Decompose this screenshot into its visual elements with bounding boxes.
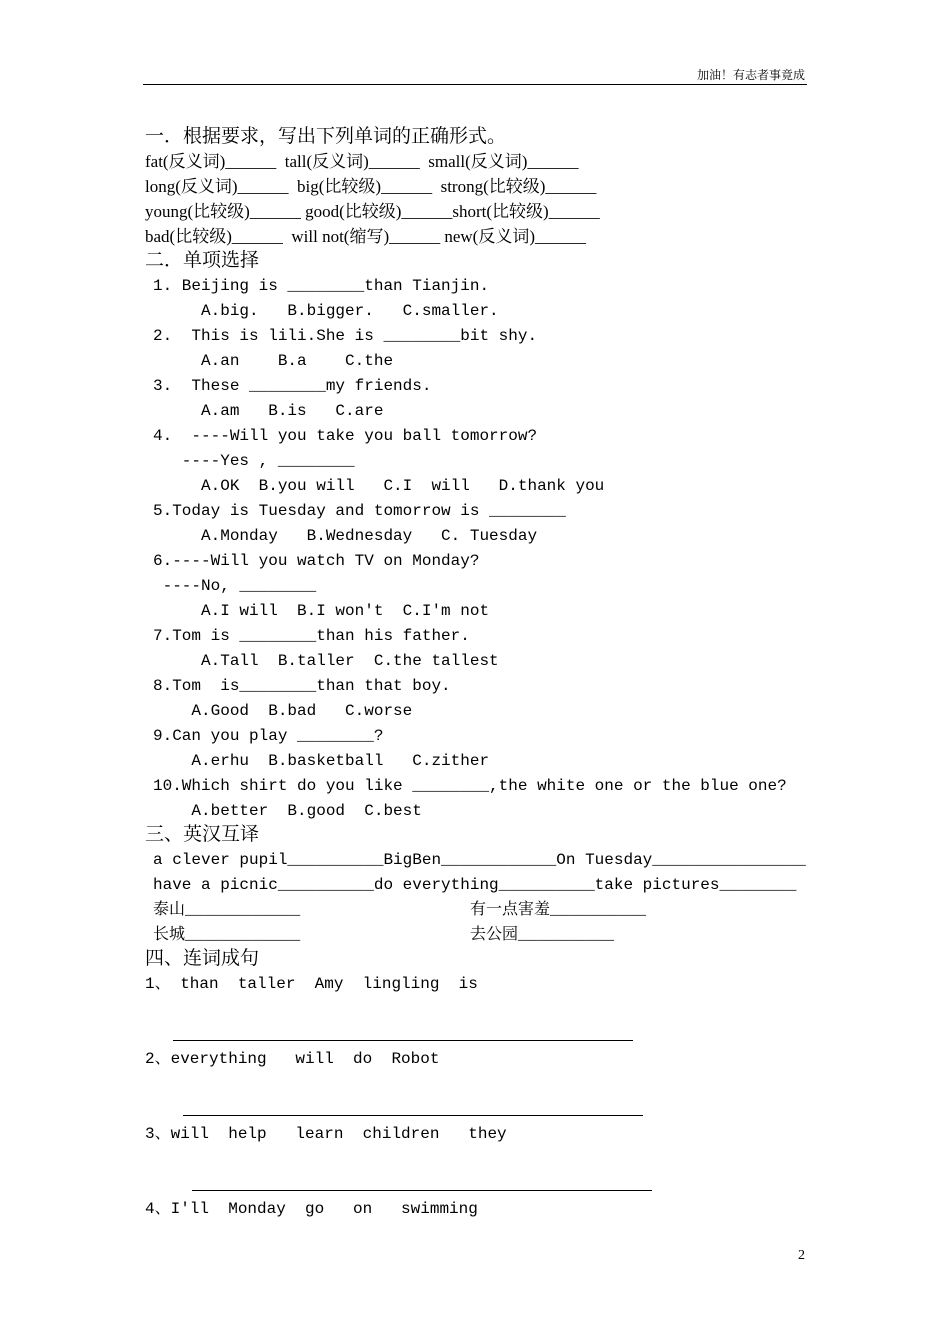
sentence-words: 3、will help learn children they [145,1125,507,1143]
translation-line: have a picnic__________do everything__________take pictures________ [153,876,797,894]
question-line: 4. ----Will you take you ball tomorrow? [153,427,538,445]
question-line: ----No, ________ [153,577,317,595]
question-line: 9.Can you play ________? [153,727,384,745]
section3-title: 三、英汉互译 [145,823,260,845]
question-line: 2. This is lili.She is ________bit shy. [153,327,538,345]
translation-line: a clever pupil__________BigBen____________On Tuesday________________ [153,851,806,869]
section1-title: 一．根据要求，写出下列单词的正确形式。 [145,125,507,147]
section1-line: long(反义词)______ big(比较级)______ strong(比较级)______ [145,177,597,196]
options-line: A.erhu B.basketball C.zither [153,752,490,770]
question-line: 6.----Will you watch TV on Monday? [153,552,480,570]
answer-line [173,1040,633,1041]
options-line: A.Good B.bad C.worse [153,702,413,720]
answer-line [183,1115,643,1116]
page-number: 2 [798,1248,805,1263]
sentence-words: 4、I′ll Monday go on swimming [145,1200,478,1218]
options-line: A.Tall B.taller C.the tallest [153,652,499,670]
translation-item-left: 长城____________ [153,926,301,944]
question-line: 5.Today is Tuesday and tomorrow is ________ [153,502,566,520]
section1-line: young(比较级)______ good(比较级)______short(比较级)______ [145,202,600,221]
question-line: 1. Beijing is ________than Tianjin. [153,277,490,295]
section4-title: 四、连词成句 [145,947,260,969]
options-line: A.OK B.you will C.I will D.thank you [153,477,605,495]
question-line: 3. These ________my friends. [153,377,432,395]
translation-item-right: 有一点害羞__________ [470,901,647,919]
question-line: 7.Tom is ________than his father. [153,627,470,645]
header-divider [143,84,807,85]
options-line: A.Monday B.Wednesday C. Tuesday [153,527,538,545]
answer-line [192,1190,652,1191]
sentence-words: 1、 than taller Amy lingling is [145,975,478,993]
question-line: 8.Tom is________than that boy. [153,677,451,695]
options-line: A.an B.a C.the [153,352,394,370]
options-line: A.am B.is C.are [153,402,384,420]
sentence-words: 2、everything will do Robot [145,1050,440,1068]
options-line: A.I will B.I won′t C.I′m not [153,602,490,620]
question-line: 10.Which shirt do you like ________,the white one or the blue one? [153,777,787,795]
translation-item-right: 去公园__________ [470,926,615,944]
section1-line: bad(比较级)______ will not(缩写)______ new(反义词)______ [145,227,587,246]
translation-item-left: 泰山____________ [153,901,301,919]
options-line: A.big. B.bigger. C.smaller. [153,302,499,320]
section1-line: fat(反义词)______ tall(反义词)______ small(反义词)______ [145,152,579,171]
question-line: ----Yes , ________ [153,452,355,470]
section2-title: 二．单项选择 [145,249,260,271]
header-motto: 加油！有志者事竟成 [696,68,805,82]
options-line: A.better B.good C.best [153,802,422,820]
